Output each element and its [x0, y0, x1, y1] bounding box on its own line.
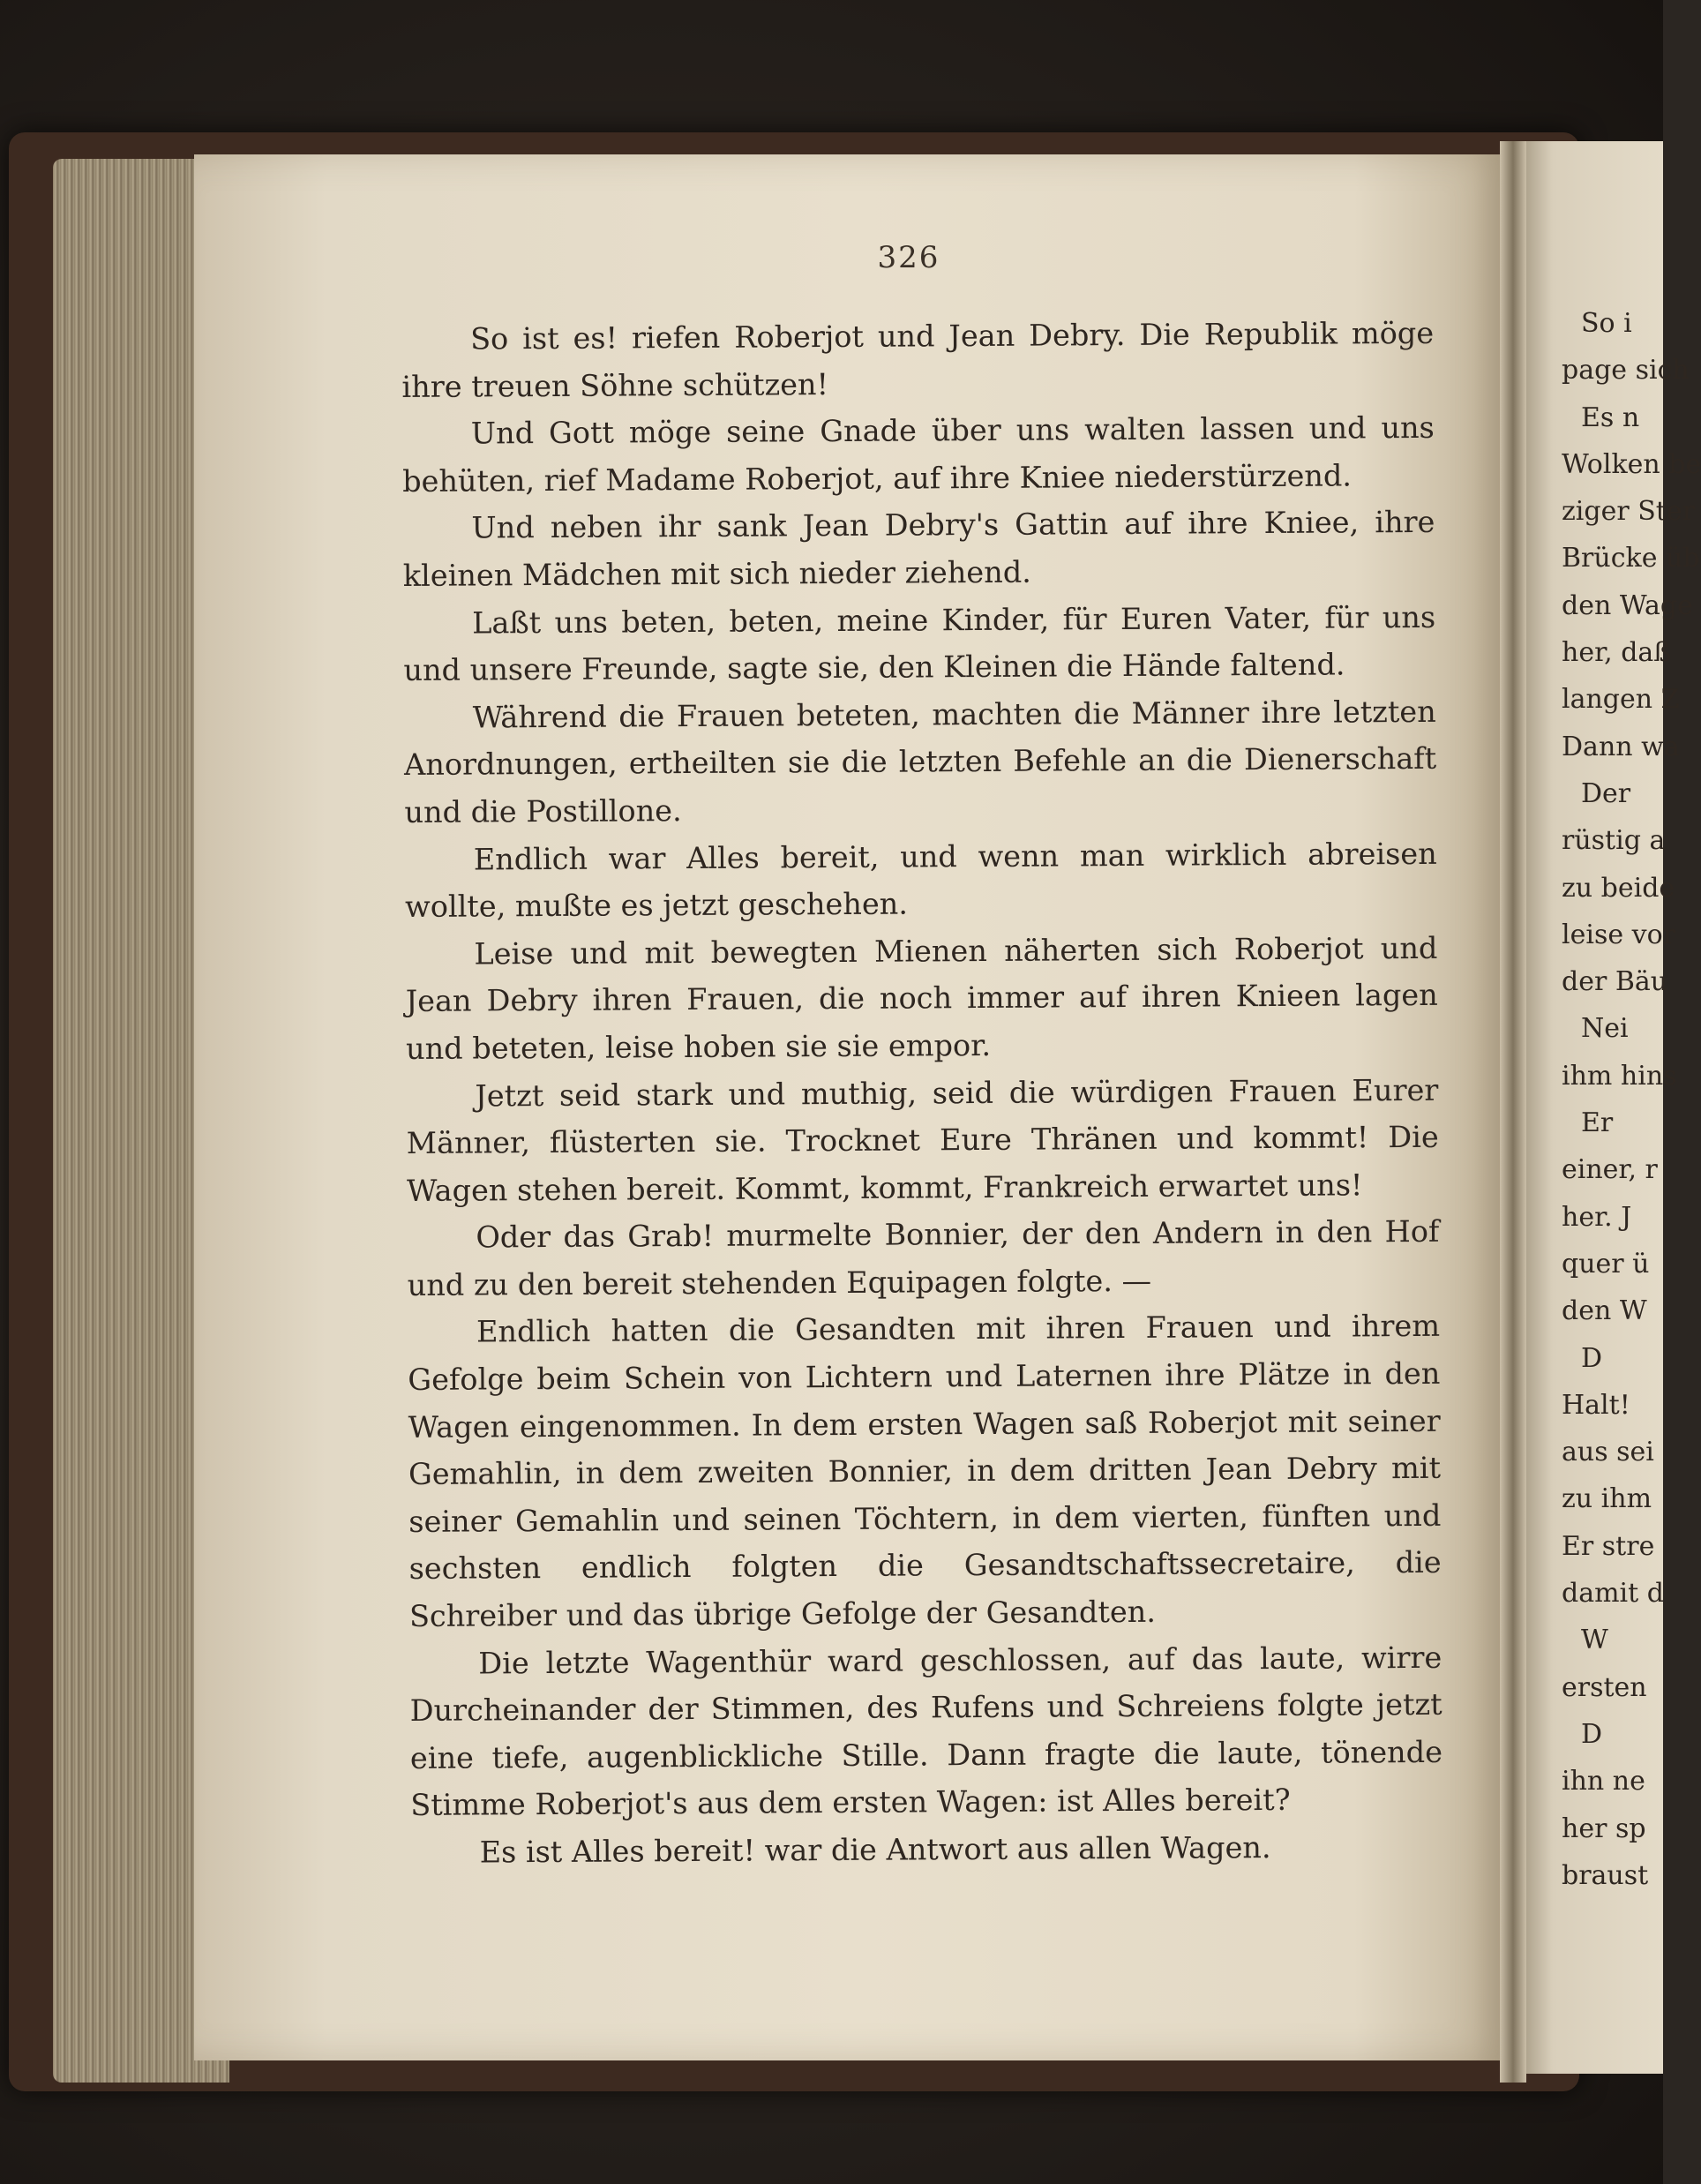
- facing-line: quer ü: [1562, 1248, 1650, 1280]
- facing-line: den W: [1562, 1295, 1647, 1327]
- facing-line: ersten: [1562, 1671, 1647, 1703]
- facing-line: W: [1581, 1625, 1608, 1656]
- facing-line: leise vor: [1562, 919, 1675, 950]
- facing-line: Brücke üb: [1562, 543, 1700, 574]
- paragraph: Jetzt seid stark und muthig, seid die würdigen Frauen Eurer Männer, flüsterten sie. Trocknet Eure Thränen und kommt! Die Wagen stehen bereit. Kommt, kommt, Frankreich erwartet uns!: [406, 1072, 1439, 1208]
- facing-line: So i: [1581, 308, 1632, 339]
- facing-line: page sich: [1562, 355, 1690, 387]
- paragraph: Während die Frauen beteten, machten die Männer ihre letzten Anordnungen, ertheilten sie die letzten Befehle an die Dienerschaft und die Postillone.: [403, 694, 1437, 829]
- facing-line: Der: [1581, 777, 1631, 809]
- page-text: [401, 310, 1443, 1877]
- facing-line: her, daß: [1562, 637, 1672, 669]
- facing-line: langen Z: [1562, 684, 1680, 716]
- facing-line: aus sei: [1562, 1437, 1654, 1468]
- paragraph: So ist es! riefen Roberjot und Jean Debry. Die Republik möge ihre treuen Söhne schützen!: [401, 315, 1435, 404]
- facing-line: den Wage: [1562, 589, 1693, 621]
- facing-line: D: [1581, 1718, 1603, 1750]
- facing-line: der Bäu: [1562, 966, 1668, 998]
- page-number: 326: [877, 240, 940, 275]
- paragraph: Die letzte Wagenthür ward geschlossen, auf das laute, wirre Durcheinander der Stimmen, des Rufens und Schreiens folgte jetzt eine tiefe, augenblickliche Stille. Dann fragte die laute, tönende Stimme Roberjot's aus dem ersten Wagen: ist Alles bereit?: [409, 1640, 1443, 1823]
- facing-line: rüstig a: [1562, 825, 1666, 857]
- facing-line: Nei: [1581, 1013, 1629, 1045]
- facing-line: einer, r: [1562, 1154, 1658, 1186]
- facing-line: ihn ne: [1562, 1766, 1645, 1797]
- facing-line: damit d: [1562, 1578, 1664, 1610]
- book-gutter: [1500, 141, 1526, 2083]
- facing-line: Wolken be: [1562, 448, 1701, 480]
- facing-line: Er stre: [1562, 1530, 1655, 1562]
- paragraph: Endlich war Alles bereit, und wenn man wirklich abreisen wollte, mußte es jetzt geschehen.: [404, 836, 1437, 925]
- facing-line: Halt!: [1562, 1389, 1630, 1421]
- paragraph: Laßt uns beten, beten, meine Kinder, für Euren Vater, für uns und unsere Freunde, sagte sie, den Kleinen die Hände faltend.: [403, 599, 1436, 688]
- paragraph: Oder das Grab! murmelte Bonnier, der den Andern in den Hof und zu den bereit stehenden Equipagen folgte. —: [407, 1214, 1440, 1302]
- facing-page-text: [1562, 300, 1701, 1899]
- facing-line: D: [1581, 1342, 1603, 1374]
- paragraph: Es ist Alles bereit! war die Antwort aus allen Wagen.: [479, 1830, 1271, 1870]
- facing-line: Er: [1581, 1107, 1614, 1139]
- facing-line: Es n: [1581, 402, 1640, 433]
- facing-line: zu ihm: [1562, 1483, 1652, 1515]
- facing-line: zu beide: [1562, 872, 1675, 904]
- facing-line: her sp: [1562, 1812, 1646, 1844]
- facing-line: ihm hins: [1562, 1060, 1677, 1092]
- facing-line: braust: [1562, 1859, 1649, 1891]
- paragraph: Und Gott möge seine Gnade über uns walten lassen und uns behüten, rief Madame Roberjot, auf ihre Kniee niederstürzend.: [402, 410, 1435, 499]
- paragraph: Leise und mit bewegten Mienen näherten sich Roberjot und Jean Debry ihren Frauen, die noch immer auf ihren Knieen lagen und beteten, leise hoben sie sie empor.: [405, 930, 1438, 1066]
- facing-line: Dann wa: [1562, 731, 1680, 762]
- facing-line: ziger Ster: [1562, 496, 1695, 528]
- facing-line: her. J: [1562, 1201, 1632, 1233]
- paragraph: Endlich hatten die Gesandten mit ihren Frauen und ihrem Gefolge beim Schein von Lichtern und Laternen ihre Plätze in den Wagen eingenommen. In dem ersten Wagen saß Roberjot mit seiner Gemahlin, in dem zweiten Bonnier, in dem dritten Jean Debry mit seiner Gemahlin und seinen Töchtern, in dem vierten, fünften und sechsten endlich folgten die Gesandtschaftssecretaire, die Schreiber und das übrige Gefolge der Gesandten.: [408, 1309, 1442, 1634]
- paragraph: Und neben ihr sank Jean Debry's Gattin auf ihre Kniee, ihre kleinen Mädchen mit sich nieder ziehend.: [402, 505, 1435, 593]
